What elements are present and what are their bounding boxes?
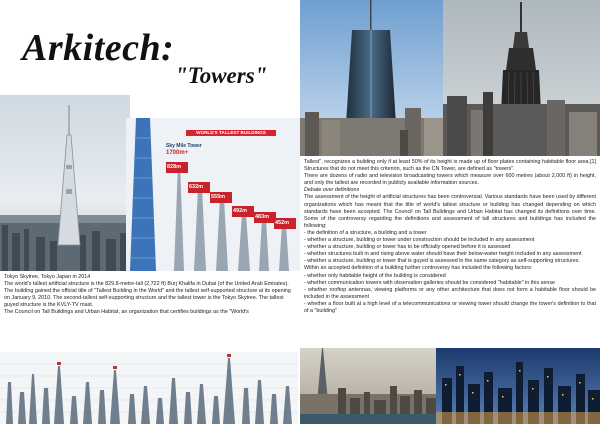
list-item: - whether a structure, building or tower that is guyed is assessed in the same category as self-supporting structures.: [304, 258, 580, 265]
page-subtitle: "Towers": [175, 63, 268, 88]
one-wtc-photo: [300, 0, 443, 156]
section-heading: Debate over definitions: [304, 187, 360, 194]
list-item: - the definition of a structure, a building and a tower: [304, 229, 427, 236]
infographic-height-label: 555m: [211, 194, 226, 200]
infographic-tower-name: Sky Mile Tower: [166, 143, 202, 149]
body-paragraph: The assessment of the height of artificial structures has been controversial. Various standards have been used by different organizations which has meant that the title of world's tallest structure or building has changed depending on which standards have been accepted. The Council on Tall Buildings and Urban Habitat has changed its definitions over time. Some of the controversy regarding the definitions and assessment of tall structures and buildings has included the following:: [304, 194, 596, 229]
empire-state-photo: [443, 0, 600, 156]
right-text-block: [304, 159, 596, 315]
body-paragraph: There are dozens of radio and television broadcasting towers which measure over 600 metres (about 2,000 ft) in height, and only the tallest are recorded in publicly available information sources.: [304, 173, 596, 187]
infographic-height-label: 452m: [275, 220, 290, 226]
body-paragraph: The Council on Tall Buildings and Urban Habitat, an organization that certifies buildings as the "World's: [4, 309, 249, 316]
burj-khalifa-photo: [300, 348, 436, 424]
infographic-height-label: 632m: [189, 184, 204, 190]
page-title: Arkitech:: [22, 27, 175, 69]
list-item: - whether a floor built at a high level of a telecommunications or viewing tower should change the tower's definition to that of a "building": [304, 300, 596, 314]
list-item: - whether a structure, building or tower has to be officially opened before it is assessed: [304, 244, 511, 251]
skyscraper-comparison-image: [0, 352, 298, 424]
infographic-tower-height: 1700m+: [166, 150, 189, 156]
infographic-height-label: 828m: [167, 164, 182, 170]
body-paragraph: The world's tallest artificial structure is the 829.8-metre-tall (2,722 ft) Burj Khalifa in Dubai (of the United Arab Emirates). The building gained the official title of "Tallest Building in the World" and the tallest self-supported structure at its opening on January 9, 2010. The second-tallest self-supporting structure and the tallest tower is the Tokyo Skytree. The tallest guyed structure is the KVLY-TV mast.: [4, 281, 291, 309]
list-item: - whether structures built in and rising above water should have their below-water height included in any assessment: [304, 251, 582, 258]
list-item: - whether rooftop antennas, viewing platforms or any other architecture that does not form a habitable floor should be included in the assessment: [304, 286, 596, 300]
list-item: - whether a structure, building or tower under construction should be included in any assessment: [304, 237, 535, 244]
body-paragraph: Within an accepted definition of a building further controversy has included the following factors:: [304, 265, 533, 272]
infographic-banner: WORLD'S TALLEST BUILDINGS: [196, 130, 266, 135]
tokyo-skytree-photo: [0, 95, 130, 271]
tallest-buildings-infographic: [126, 118, 300, 271]
infographic-height-label: 483m: [255, 214, 270, 220]
image-caption: Tokyo Skytree, Tokyo Japan in 2014: [4, 274, 91, 280]
left-text-block: [4, 274, 296, 317]
night-city-photo: [436, 348, 600, 424]
infographic-height-label: 492m: [233, 208, 248, 214]
list-item: - whether communication towers with observation galleries should be considered "habitable" in this sense: [304, 279, 556, 286]
body-paragraph: Tallest", recognizes a building only if at least 50% of its height is made up of floor plates containing habitable floor area.[1] Structures that do not meet this criterion, such as the CN Tower, are defined as "towers".: [304, 159, 596, 173]
list-item: - whether only habitable height of the building is considered: [304, 272, 446, 279]
